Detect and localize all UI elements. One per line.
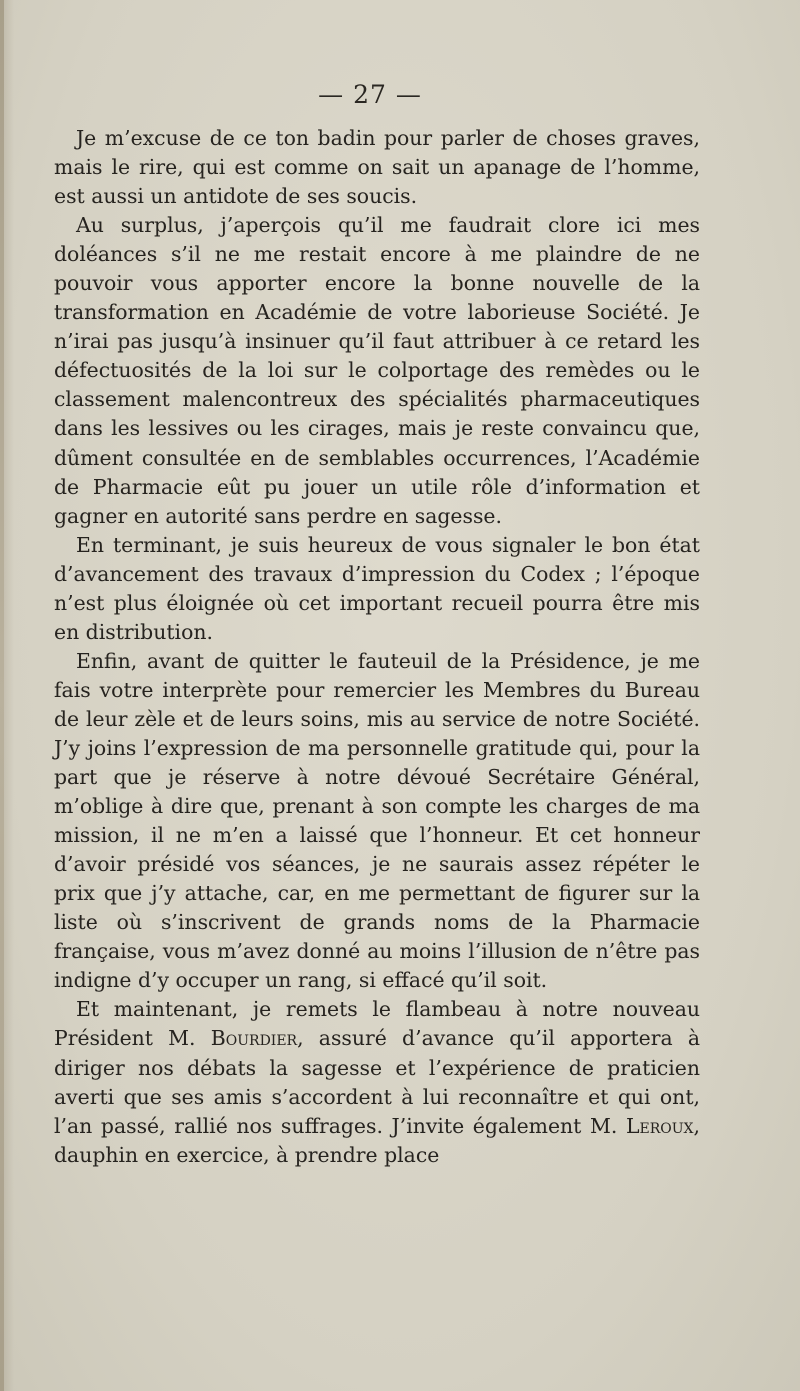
- paragraph-5-part-3: , dauphin en exercice, à prendre place: [54, 1113, 700, 1167]
- paragraph-2: Au surplus, j’aperçois qu’il me faudrait clore ici mes doléances s’il ne me restait encore à me plaindre de ne pouvoir vous apporter encore la bonne nouvelle de la transformation en Académie de votre laborieuse Société. Je n’irai pas jusqu’à insinuer qu’il faut attribuer à ce retard les défectuosités de la loi sur le colportage des remèdes ou le classement malencontreux des spécialités pharmaceutiques dans les lessives ou les cirages, mais je reste convaincu que, dûment consultée en de semblables occurrences, l’Académie de Pharmacie eût pu jouer un utile rôle d’information et gagner en autorité sans perdre en sagesse.: [54, 213, 700, 528]
- paragraph-5-part-2: , assuré d’avance qu’il apportera à diriger nos débats la sagesse et l’expérience de praticien averti que ses amis s’accordent à lui reconnaître et qui ont, l’an passé, rallié nos suffrages. J’invite également M.: [54, 1026, 700, 1138]
- name-leroux: Leroux: [625, 1113, 694, 1138]
- binding-edge: [0, 0, 4, 1391]
- body-text: [54, 124, 700, 1170]
- paragraph-3: En terminant, je suis heureux de vous signaler le bon état d’avancement des travaux d’impression du Codex ; l’époque n’est plus éloignée où cet important recueil pourra être mis en distribution.: [54, 532, 700, 644]
- paragraph-4: Enfin, avant de quitter le fauteuil de la Présidence, je me fais votre interprète pour remercier les Membres du Bureau de leur zèle et de leurs soins, mis au service de notre Société. J’y joins l’expression de ma personnelle gratitude qui, pour la part que je réserve à notre dévoué Secrétaire Général, m’oblige à dire que, prenant à son compte les charges de ma mission, il ne m’en a laissé que l’honneur. Et cet honneur d’avoir présidé vos séances, je ne saurais assez répéter le prix que j’y attache, car, en me permettant de figurer sur la liste où s’inscrivent de grands noms de la Pharmacie française, vous m’avez donné au moins l’illusion de n’être pas indigne d’y occuper un rang, si effacé qu’il soit.: [54, 648, 700, 993]
- paragraph-5-part-1: Et maintenant, je remets le flambeau à notre nouveau Président M.: [54, 997, 700, 1051]
- name-bourdier: Bourdier: [210, 1026, 298, 1051]
- page-number: — 27 —: [318, 80, 422, 109]
- paragraph-5: [54, 995, 700, 1169]
- paragraph-1: Je m’excuse de ce ton badin pour parler de choses graves, mais le rire, qui est comme on sait un apanage de l’homme, est aussi un antidote de ses soucis.: [54, 126, 700, 209]
